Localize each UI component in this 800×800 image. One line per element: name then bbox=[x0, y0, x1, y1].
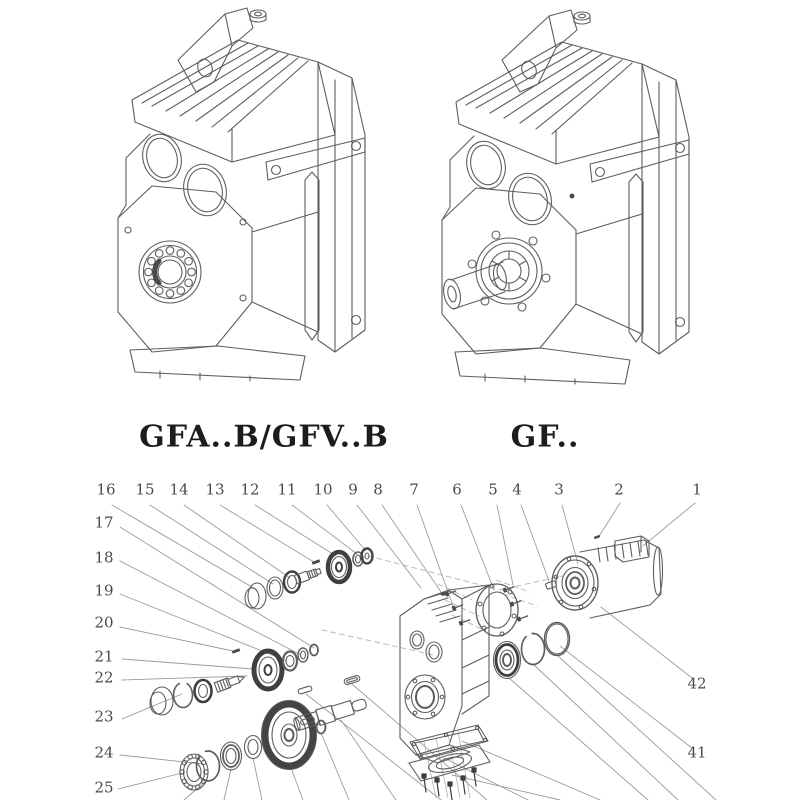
callout-7: 7 bbox=[409, 480, 419, 499]
callout-41: 41 bbox=[687, 743, 707, 762]
output-shaft-assembly bbox=[180, 675, 368, 790]
callout-6: 6 bbox=[452, 480, 462, 499]
callout-22: 22 bbox=[94, 668, 114, 687]
callout-21: 21 bbox=[94, 647, 114, 666]
callout-16: 16 bbox=[96, 480, 116, 499]
callout-25: 25 bbox=[94, 778, 114, 797]
caption-right-model: GF.. bbox=[510, 419, 580, 455]
assembly-screws bbox=[445, 535, 601, 626]
gasket-and-bottom-cover bbox=[409, 725, 490, 800]
motor-flange-ring bbox=[476, 584, 518, 636]
callout-15: 15 bbox=[135, 480, 155, 499]
callout-3: 3 bbox=[554, 480, 564, 499]
gearbox-right-drawing bbox=[441, 10, 689, 384]
callout-11: 11 bbox=[277, 480, 297, 499]
output-bearing-and-rings bbox=[494, 623, 570, 679]
callout-4: 4 bbox=[512, 480, 522, 499]
callout-1: 1 bbox=[692, 480, 702, 499]
callout-14: 14 bbox=[169, 480, 189, 499]
callout-19: 19 bbox=[94, 581, 114, 600]
callout-20: 20 bbox=[94, 613, 114, 632]
callout-42: 42 bbox=[687, 674, 707, 693]
assembly-axis-dashed-lines bbox=[322, 556, 562, 655]
callout-5: 5 bbox=[488, 480, 498, 499]
gearbox-left-drawing bbox=[118, 8, 365, 381]
callout-18: 18 bbox=[94, 548, 114, 567]
large-output-gear bbox=[262, 701, 317, 770]
callout-12: 12 bbox=[240, 480, 260, 499]
electric-motor bbox=[552, 536, 663, 618]
callout-2: 2 bbox=[614, 480, 624, 499]
callout-13: 13 bbox=[205, 480, 225, 499]
callout-24: 24 bbox=[94, 743, 114, 762]
housing-output-flange bbox=[405, 675, 445, 719]
callout-9: 9 bbox=[348, 480, 358, 499]
callout-10: 10 bbox=[313, 480, 333, 499]
callout-23: 23 bbox=[94, 707, 114, 726]
leader-lines bbox=[112, 503, 716, 800]
output-ball-bearing bbox=[180, 754, 208, 790]
callout-17: 17 bbox=[94, 513, 114, 532]
exploded-view bbox=[112, 503, 716, 800]
caption-left-model: GFA..B/GFV..B bbox=[139, 419, 389, 455]
callout-8: 8 bbox=[373, 480, 383, 499]
